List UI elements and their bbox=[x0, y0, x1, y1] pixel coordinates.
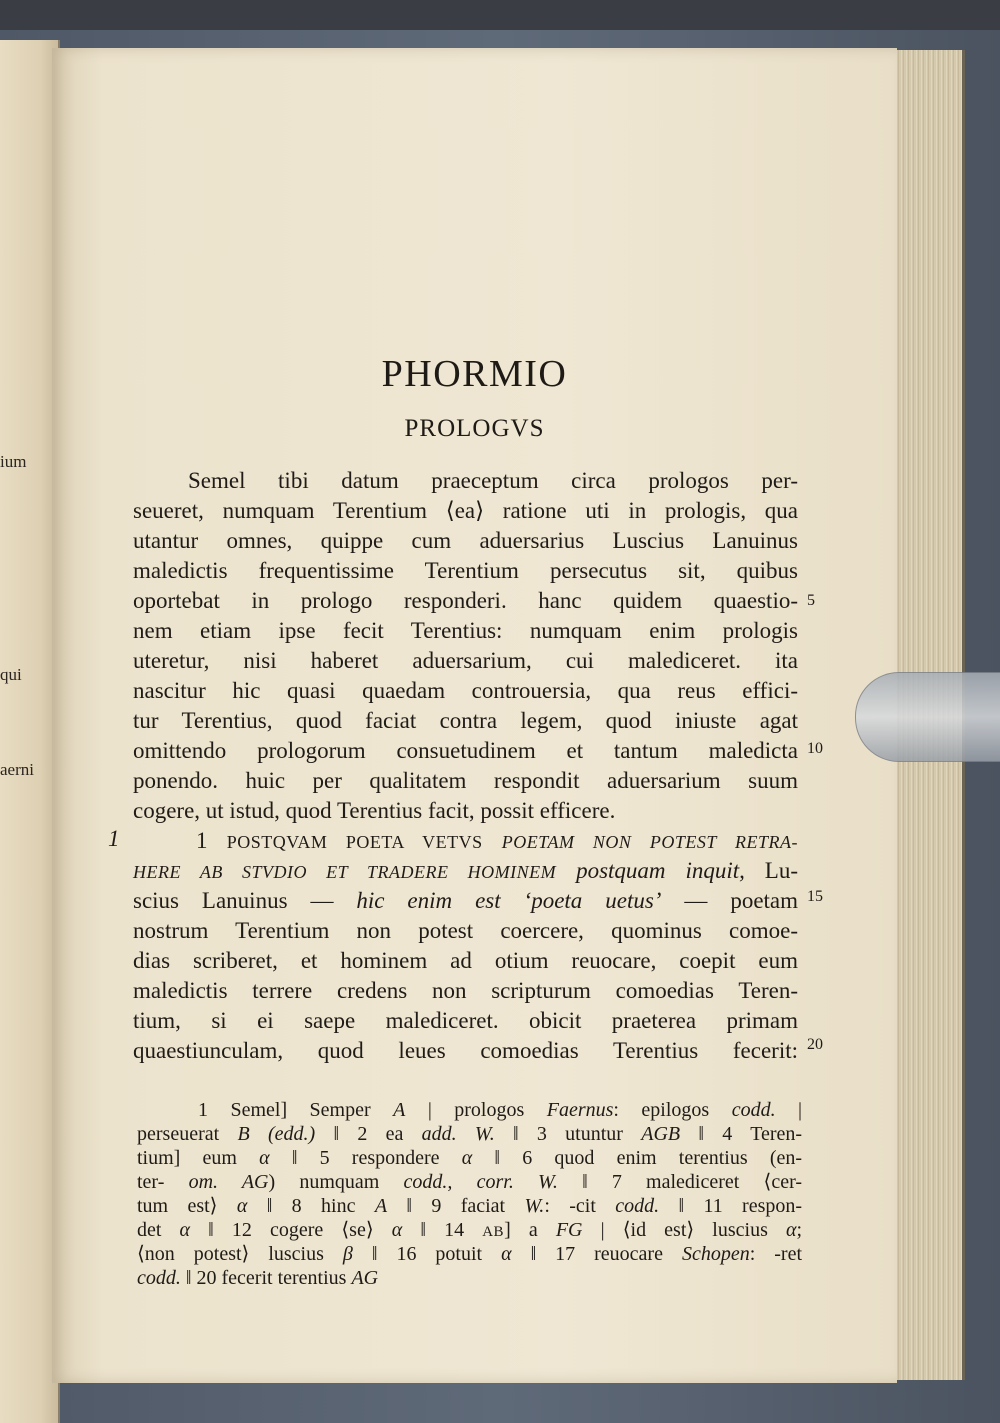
fn-text: tum est⟩ bbox=[137, 1195, 218, 1217]
fn-siglum: A bbox=[393, 1099, 406, 1121]
fn-text: ⟨non potest⟩ luscius bbox=[137, 1243, 324, 1265]
page-subtitle: PROLOGVS bbox=[404, 415, 545, 442]
margin-verse-number: 1 bbox=[108, 826, 120, 851]
fn-text: ] a bbox=[504, 1219, 538, 1241]
fn-text: ‖ 9 faciat bbox=[406, 1195, 506, 1217]
fn-text: : -ret bbox=[749, 1243, 803, 1265]
body-line: uteretur, nisi haberet aduersarium, cui malediceret. ita bbox=[133, 648, 798, 673]
text-segment: scius Lanuinus — bbox=[133, 888, 334, 913]
section-line: tium, si ei saepe malediceret. obicit praeterea primam bbox=[133, 1008, 798, 1033]
section-line: dias scriberet, et hominem ad otium reuocare, coepit eum bbox=[133, 948, 798, 973]
body-line: omittendo prologorum consuetudinem et tantum maledicta bbox=[133, 738, 798, 763]
fn-text: | prologos bbox=[427, 1099, 525, 1121]
fn-text: tium] eum bbox=[137, 1147, 237, 1169]
lemma-italic: POETAM NON POTEST RETRA- bbox=[501, 832, 799, 852]
fn-text: ‖ 12 cogere ⟨se⟩ bbox=[208, 1219, 374, 1241]
apparatus-line bbox=[137, 1122, 802, 1146]
previous-page-fragment: aerni bbox=[0, 760, 34, 779]
line-number: 15 bbox=[807, 888, 823, 905]
apparatus-line bbox=[137, 1242, 802, 1266]
previous-page-fragment: qui bbox=[0, 665, 22, 684]
fn-text: 1 Semel] Semper bbox=[198, 1099, 371, 1121]
body-line: nascitur hic quasi quaedam controuersia, qua reus effici- bbox=[133, 678, 798, 703]
fn-text: ) numquam bbox=[268, 1171, 380, 1193]
fn-siglum: A bbox=[374, 1195, 388, 1217]
fn-text: ‖ 8 hinc bbox=[266, 1195, 356, 1217]
fn-siglum: codd. bbox=[137, 1267, 181, 1289]
fn-siglum: β bbox=[342, 1243, 353, 1265]
fn-siglum: (edd.) bbox=[267, 1123, 316, 1145]
fn-text: ‖ 6 quod enim terentius (en- bbox=[494, 1147, 803, 1169]
body-line: utantur omnes, quippe cum aduersarius Luscius Lanuinus bbox=[133, 528, 798, 553]
fn-siglum: α bbox=[179, 1219, 191, 1241]
lemma-caps: POSTQVAM POETA VETVS bbox=[226, 832, 483, 852]
page-title: PHORMIO bbox=[381, 353, 568, 395]
fn-siglum: AB bbox=[482, 1224, 505, 1240]
body-line: cogere, ut istud, quod Terentius facit, possit efficere. bbox=[133, 798, 616, 823]
fn-siglum: codd., corr. W. bbox=[403, 1171, 558, 1193]
fn-text: ‖ 16 potuit bbox=[371, 1243, 483, 1265]
section-line: maledictis terrere credens non scripturum comoedias Teren- bbox=[133, 978, 798, 1003]
fn-text: ‖ 7 malediceret ⟨cer- bbox=[582, 1171, 803, 1193]
apparatus-line bbox=[137, 1146, 802, 1170]
fn-siglum: om. AG bbox=[188, 1171, 269, 1193]
body-line: seueret, numquam Terentium ⟨ea⟩ ratione uti in prologis, qua bbox=[133, 498, 798, 523]
lemma-italic: HERE AB STVDIO ET TRADERE HOMINEM bbox=[133, 862, 557, 882]
fn-text: : -cit bbox=[544, 1195, 596, 1217]
fn-siglum: α bbox=[391, 1219, 403, 1241]
fn-text: ; bbox=[796, 1219, 803, 1241]
fn-text: ter- bbox=[137, 1171, 165, 1193]
section-line bbox=[133, 856, 798, 886]
fn-siglum: α bbox=[501, 1243, 512, 1265]
fn-siglum: codd. bbox=[731, 1099, 776, 1121]
text-segment: Lu- bbox=[764, 858, 799, 883]
previous-page-edge bbox=[0, 40, 60, 1423]
line-number: 20 bbox=[807, 1036, 823, 1053]
fn-text: : epilogos bbox=[613, 1099, 710, 1121]
fn-text: | bbox=[798, 1099, 803, 1121]
fn-text: perseuerat bbox=[137, 1123, 220, 1145]
fn-text: ‖ 3 utuntur bbox=[513, 1123, 623, 1145]
body-line: oportebat in prologo responderi. hanc quidem quaestio- bbox=[133, 588, 798, 613]
fn-siglum: W. bbox=[524, 1195, 545, 1217]
fn-text: | ⟨id est⟩ luscius bbox=[600, 1219, 768, 1241]
fn-siglum: Faernus bbox=[546, 1099, 614, 1121]
fn-siglum: FG bbox=[555, 1219, 583, 1241]
section-line bbox=[133, 886, 798, 916]
previous-page-fragment: ium bbox=[0, 452, 27, 471]
apparatus-line bbox=[198, 1098, 802, 1122]
fn-siglum: add. W. bbox=[421, 1123, 495, 1145]
section-heading-line bbox=[196, 826, 798, 856]
apparatus-line bbox=[137, 1170, 802, 1194]
apparatus-line bbox=[137, 1194, 802, 1218]
body-line: ponendo. huic per qualitatem respondit aduersarium suum bbox=[133, 768, 798, 793]
fn-siglum: α bbox=[236, 1195, 248, 1217]
fn-text: ‖ 17 reuocare bbox=[530, 1243, 663, 1265]
body-line: maledictis frequentissime Terentium persecutus sit, quibus bbox=[133, 558, 798, 583]
fn-siglum: α bbox=[461, 1147, 473, 1169]
fn-text: ‖ 14 bbox=[420, 1219, 465, 1241]
fn-siglum: AGB bbox=[641, 1123, 681, 1145]
quote-italic: hic enim est ‘poeta uetus’ bbox=[356, 888, 662, 913]
fn-text: ‖ 11 respon- bbox=[678, 1195, 803, 1217]
section-number: 1 bbox=[196, 828, 208, 853]
line-number: 10 bbox=[807, 740, 823, 757]
body-line: Semel tibi datum praeceptum circa prologos per- bbox=[188, 468, 798, 493]
body-line: nem etiam ipse fecit Terentius: numquam enim prologis bbox=[133, 618, 798, 643]
fn-text: det bbox=[137, 1219, 162, 1241]
fn-siglum: B bbox=[237, 1123, 250, 1145]
fn-text: ‖ 4 Teren- bbox=[698, 1123, 803, 1145]
fn-siglum: α bbox=[259, 1147, 270, 1169]
fn-siglum: Schopen bbox=[681, 1243, 750, 1265]
body-line: tur Terentius, quod faciat contra legem, quod iniuste agat bbox=[133, 708, 798, 733]
fn-siglum: AG bbox=[351, 1267, 379, 1289]
bookmark-clip bbox=[855, 672, 1000, 762]
fn-text: ‖ 5 respondere bbox=[291, 1147, 440, 1169]
fn-siglum: codd. bbox=[615, 1195, 660, 1217]
quote-italic: postquam inquit, bbox=[576, 858, 745, 883]
fn-text: ‖ 20 fecerit terentius bbox=[185, 1267, 347, 1289]
apparatus-line bbox=[137, 1266, 802, 1290]
fn-text: ‖ 2 ea bbox=[333, 1123, 404, 1145]
section-line: nostrum Terentium non potest coercere, quominus comoe- bbox=[133, 918, 798, 943]
text-segment: — poetam bbox=[684, 888, 799, 913]
line-number: 5 bbox=[807, 592, 815, 609]
section-line: quaestiunculam, quod leues comoedias Terentius fecerit: bbox=[133, 1038, 798, 1063]
apparatus-line bbox=[137, 1218, 802, 1242]
fn-siglum: α bbox=[785, 1219, 797, 1241]
